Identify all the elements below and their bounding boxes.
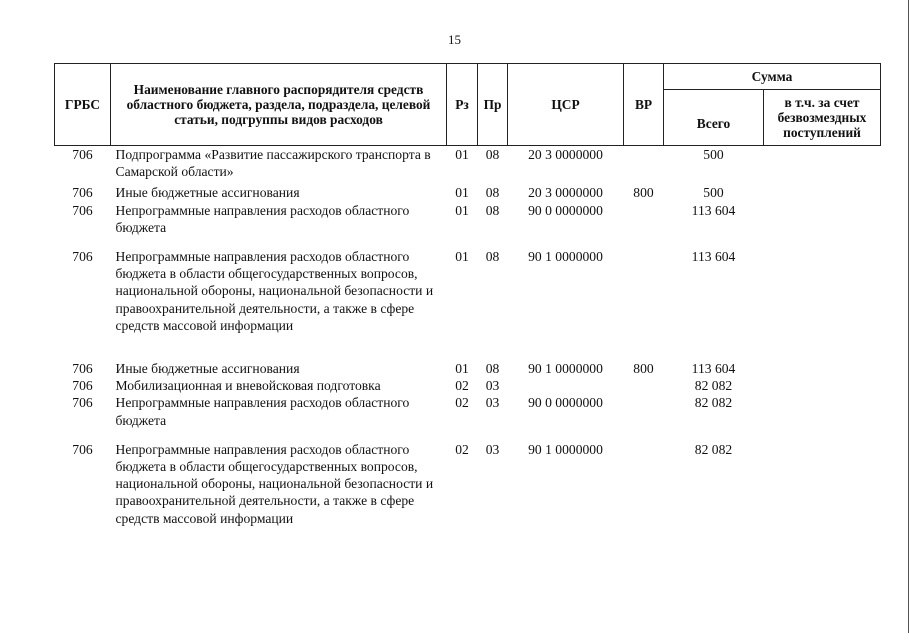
header-total: Всего xyxy=(664,90,764,146)
table-row xyxy=(55,184,881,201)
cell-csr: 90 1 0000000 xyxy=(528,361,603,377)
cell-vr xyxy=(624,377,664,394)
cell-name: Непрограммные направления расходов областного бюджета xyxy=(115,202,410,235)
cell-rz: 01 xyxy=(455,249,469,265)
cell-total: 82 082 xyxy=(694,441,733,457)
cell-pr: 08 xyxy=(485,185,500,201)
cell-total: 113 604 xyxy=(691,249,736,265)
cell-name: Непрограммные направления расходов областного бюджета в области общегосударственных вопросов, национальной обороны, национальной безопасности и правоохранительной деятельности, а также в сфере средств массовой информации xyxy=(115,441,434,526)
table-row xyxy=(55,360,881,377)
cell-gratis xyxy=(764,248,881,360)
cell-grbs: 706 xyxy=(72,202,93,218)
cell-gratis xyxy=(764,394,881,440)
cell-pr: 03 xyxy=(485,378,500,394)
scan-edge xyxy=(896,0,909,633)
cell-gratis xyxy=(764,202,881,248)
cell-total: 113 604 xyxy=(691,202,736,218)
cell-rz: 01 xyxy=(455,202,469,218)
cell-rz: 01 xyxy=(455,361,469,377)
header-csr: ЦСР xyxy=(508,64,624,146)
cell-vr: 800 xyxy=(633,361,654,377)
cell-pr: 08 xyxy=(485,361,500,377)
table-body xyxy=(55,146,881,527)
cell-pr: 03 xyxy=(485,441,500,457)
cell-rz: 01 xyxy=(455,185,469,201)
cell-total: 113 604 xyxy=(691,361,736,377)
cell-vr xyxy=(624,394,664,440)
cell-vr xyxy=(624,248,664,360)
cell-vr xyxy=(624,202,664,248)
cell-vr: 800 xyxy=(633,185,654,201)
header-gratis: в т.ч. за счет безвозмездных поступлений xyxy=(764,90,881,146)
cell-grbs: 706 xyxy=(72,395,93,411)
cell-name: Мобилизационная и вневойсковая подготовка xyxy=(115,378,381,394)
table-row xyxy=(55,202,881,248)
header-name: Наименование главного распорядителя средств областного бюджета, раздела, подраздела, целевой статьи, подгруппы видов расходов xyxy=(111,64,447,146)
cell-pr: 03 xyxy=(485,395,500,411)
cell-total: 82 082 xyxy=(694,378,733,394)
cell-pr: 08 xyxy=(485,249,500,265)
cell-grbs: 706 xyxy=(72,361,93,377)
cell-total: 500 xyxy=(703,147,724,162)
cell-gratis xyxy=(764,146,881,185)
header-sum: Сумма xyxy=(664,64,881,90)
cell-name: Непрограммные направления расходов областного бюджета в области общегосударственных вопросов, национальной обороны, национальной безопасности и правоохранительной деятельности, а также в сфере средств массовой информации xyxy=(115,249,434,333)
cell-rz: 02 xyxy=(455,378,469,394)
cell-csr: 90 1 0000000 xyxy=(528,249,603,265)
cell-vr xyxy=(624,146,664,185)
cell-gratis xyxy=(764,184,881,201)
cell-csr: 90 0 0000000 xyxy=(528,202,603,218)
cell-total: 82 082 xyxy=(694,395,733,411)
cell-rz: 01 xyxy=(455,147,469,162)
header-pr: Пр xyxy=(478,64,508,146)
header-grbs: ГРБС xyxy=(55,64,111,146)
cell-name: Иные бюджетные ассигнования xyxy=(115,361,300,377)
cell-pr: 08 xyxy=(485,147,500,162)
cell-rz: 02 xyxy=(455,441,469,457)
table-row xyxy=(55,377,881,394)
cell-csr: 20 3 0000000 xyxy=(528,147,603,162)
cell-total: 500 xyxy=(703,185,724,201)
cell-gratis xyxy=(764,377,881,394)
cell-grbs: 706 xyxy=(72,441,93,457)
table-row xyxy=(55,441,881,527)
cell-csr: 90 0 0000000 xyxy=(528,395,603,411)
cell-name: Непрограммные направления расходов областного бюджета xyxy=(115,395,410,428)
cell-name: Подпрограмма «Развитие пассажирского транспорта в Самарской области» xyxy=(115,147,431,180)
table-row xyxy=(55,146,881,185)
cell-csr: 90 1 0000000 xyxy=(528,441,603,457)
cell-name: Иные бюджетные ассигнования xyxy=(115,185,300,201)
page-number: 15 xyxy=(448,32,461,47)
cell-vr xyxy=(624,441,664,527)
cell-gratis xyxy=(764,441,881,527)
cell-pr: 08 xyxy=(485,202,500,218)
table-row xyxy=(55,394,881,440)
cell-grbs: 706 xyxy=(72,147,93,162)
table-row xyxy=(55,248,881,360)
cell-grbs: 706 xyxy=(72,249,93,265)
cell-csr: 20 3 0000000 xyxy=(528,185,603,201)
cell-csr xyxy=(508,377,624,394)
cell-grbs: 706 xyxy=(72,378,93,394)
header-rz: Рз xyxy=(447,64,478,146)
budget-table xyxy=(54,63,881,527)
budget-table-container xyxy=(54,63,880,527)
header-vr: ВР xyxy=(624,64,664,146)
cell-gratis xyxy=(764,360,881,377)
cell-grbs: 706 xyxy=(72,185,93,201)
cell-rz: 02 xyxy=(455,395,469,411)
